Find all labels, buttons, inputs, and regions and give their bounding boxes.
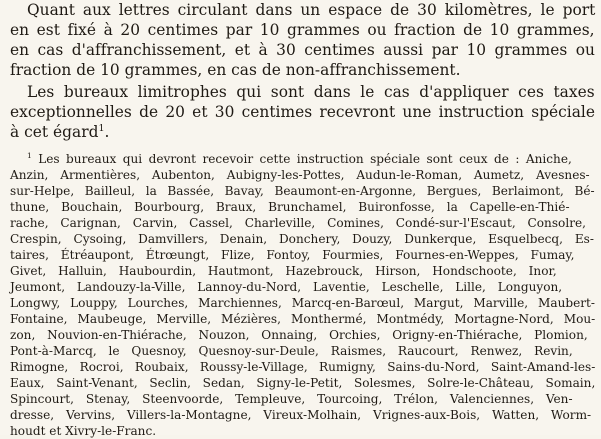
footnote-line-10: Longwy, Louppy, Lourches, Marchiennes, Marcq-en-Barœul, Margut, Marville, Maubert- bbox=[10, 296, 596, 310]
footnote-line-2: Anzin, Armentières, Aubenton, Aubigny-les-Pottes, Audun-le-Roman, Aumetz, Avesnes- bbox=[10, 168, 590, 182]
footnote-line-17: dresse, Vervins, Villers-la-Montagne, Vireux-Molhain, Vrignes-aux-Bois, Watten, Worm- bbox=[10, 408, 592, 422]
footnote-line-7: taires, Étréaupont, Étrœungt, Flize, Fontoy, Fourmies, Fournes-en-Weppes, Fumay, bbox=[10, 248, 575, 262]
footnote-line-1-text: Les bureaux qui devront recevoir cette instruction spéciale sont ceux de : Aniche, bbox=[38, 152, 572, 166]
paragraph-2-line-3 bbox=[10, 123, 109, 142]
paragraph-2-line-1: Les bureaux limitrophes qui sont dans le cas d'appliquer ces taxes bbox=[27, 83, 595, 101]
footnote-line-3: sur-Helpe, Bailleul, la Bassée, Bavay, Beaumont-en-Argonne, Bergues, Berlaimont, Bé- bbox=[10, 184, 595, 198]
paragraph-1-line-3: en cas d'affranchissement, et à 30 centimes aussi par 10 grammes ou bbox=[10, 41, 595, 59]
paragraph-1-line-4: fraction de 10 grammes, en cas de non-affranchissement. bbox=[10, 61, 461, 79]
paragraph-2-line-2: exceptionnelles de 20 et 30 centimes recevront une instruction spéciale bbox=[10, 103, 595, 121]
paragraph-1-line-1: Quant aux lettres circulant dans un espace de 30 kilomètres, le port bbox=[27, 1, 596, 19]
footnote-line-18: houdt et Xivry-le-Franc. bbox=[10, 424, 157, 438]
footnote-line-5: rache, Carignan, Carvin, Cassel, Charleville, Comines, Condé-sur-l'Escaut, Consolre, bbox=[10, 216, 586, 230]
footnote-line-11: Fontaine, Maubeuge, Merville, Mézières, Monthermé, Montmédy, Mortagne-Nord, Mou- bbox=[10, 312, 596, 326]
footnote-line-12: zon, Nouvion-en-Thiérache, Nouzon, Onnaing, Orchies, Origny-en-Thiérache, Plomion, bbox=[10, 328, 588, 342]
sentence-period: . bbox=[104, 123, 110, 141]
footnote-marker: 1 bbox=[27, 150, 32, 160]
footnote-line-6: Crespin, Cysoing, Damvillers, Denain, Donchery, Douzy, Dunkerque, Esquelbecq, Es- bbox=[10, 232, 594, 246]
footnote-line-1 bbox=[27, 151, 572, 167]
footnote-line-15: Eaux, Saint-Venant, Seclin, Sedan, Signy-le-Petit, Solesmes, Solre-le-Château, Somain, bbox=[10, 376, 596, 390]
footnote-line-13: Pont-à-Marcq, le Quesnoy, Quesnoy-sur-Deule, Raismes, Raucourt, Renwez, Revin, bbox=[10, 344, 573, 358]
footnote-line-16: Spincourt, Stenay, Steenvoorde, Templeuve, Tourcoing, Trélon, Valenciennes, Ven- bbox=[10, 392, 573, 406]
footnote-line-14: Rimogne, Rocroi, Roubaix, Roussy-le-Village, Rumigny, Sains-du-Nord, Saint-Amand-les- bbox=[10, 360, 596, 374]
footnote-line-9: Jeumont, Landouzy-la-Ville, Lannoy-du-Nord, Laventie, Leschelle, Lille, Longuyon, bbox=[10, 280, 563, 294]
footnote-line-4: thune, Bouchain, Bourbourg, Braux, Brunchamel, Buironfosse, la Capelle-en-Thié- bbox=[10, 200, 570, 214]
footnote-line-8: Givet, Halluin, Haubourdin, Hautmont, Hazebrouck, Hirson, Hondschoote, Inor, bbox=[10, 264, 557, 278]
footnote-reference: 1 bbox=[98, 122, 105, 134]
paragraph-2-line-3-text: à cet égard bbox=[10, 123, 99, 141]
paragraph-1-line-2: en est fixé à 20 centimes par 10 grammes ou fraction de 10 grammes, bbox=[10, 21, 595, 39]
